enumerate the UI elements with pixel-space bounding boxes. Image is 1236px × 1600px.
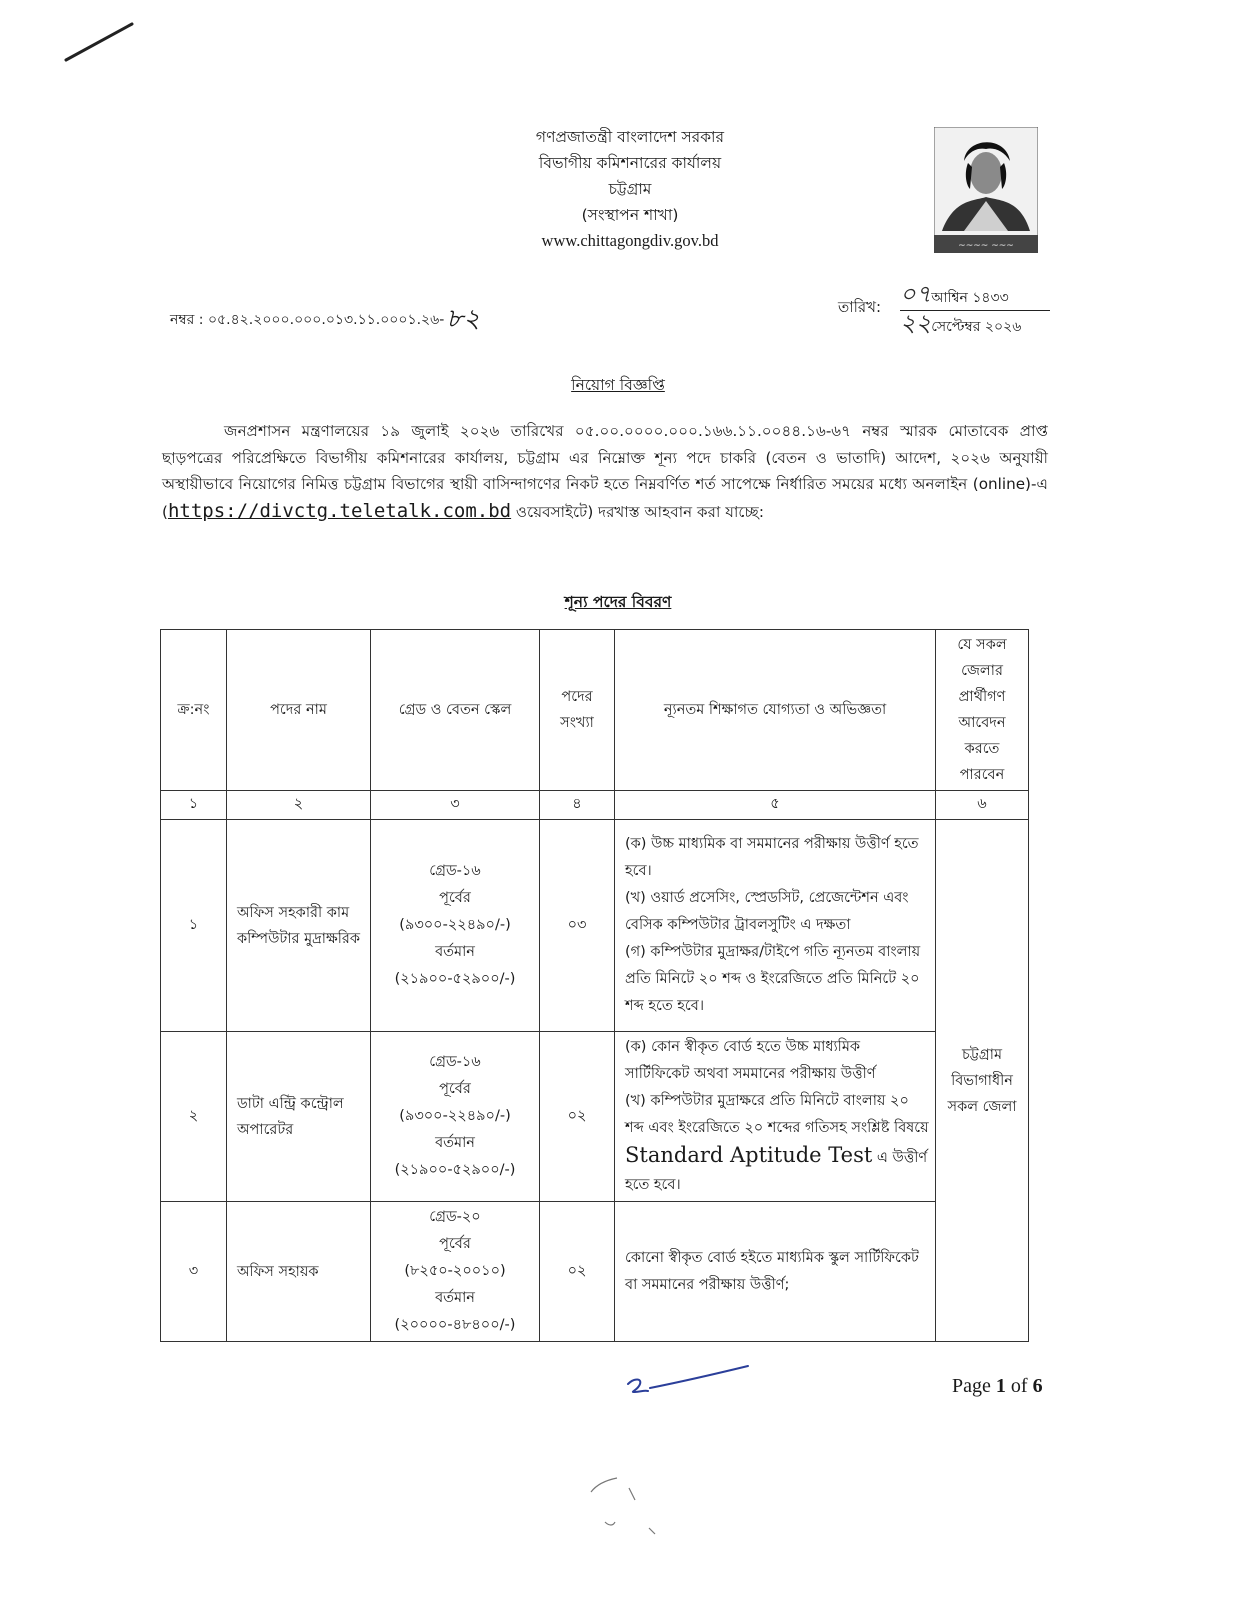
- row-qualification: [615, 1202, 936, 1342]
- date-label: তারিখ:: [838, 298, 882, 316]
- qualification-item: কোনো স্বীকৃত বোর্ড হইতে মাধ্যমিক স্কুল সার্টিফিকেট বা সমমানের পরীক্ষায় উত্তীর্ণ;: [625, 1249, 919, 1293]
- date-block: [900, 280, 1050, 338]
- header-post-name: পদের নাম: [227, 630, 371, 791]
- header-section: (সংস্থাপন শাখা): [581, 206, 679, 224]
- col-number: ১: [161, 791, 227, 820]
- memo-number-value: ০৫.৪২.২০০০.০০০.০১৩.১১.০০০১.২৬-: [207, 312, 445, 328]
- memo-label: নম্বর :: [170, 312, 204, 328]
- curr-label: বর্তমান: [435, 1290, 475, 1306]
- application-url-link[interactable]: https://divctg.teletalk.com.bd: [167, 499, 512, 522]
- total-pages: 6: [1032, 1375, 1043, 1397]
- page-number: Page 1 of 6: [952, 1375, 1043, 1397]
- row-serial: ১: [161, 820, 227, 1032]
- memo-number: [170, 298, 480, 342]
- portrait-image: [934, 127, 1038, 253]
- grade: গ্রেড-১৬: [429, 1054, 481, 1070]
- bangla-month-year: আশ্বিন ১৪৩৩: [931, 290, 1009, 306]
- col-number: ৬: [936, 791, 1029, 820]
- notice-title: নিয়োগ বিজ্ঞপ্তি: [571, 376, 665, 394]
- vacancy-table: [160, 629, 1029, 1342]
- qualification-item: (ক) কোন স্বীকৃত বোর্ড হতে উচ্চ মাধ্যমিক সার্টিফিকেট অথবা সমমানের পরীক্ষায় উত্তীর্ণ: [625, 1039, 876, 1082]
- grade: গ্রেড-২০: [429, 1209, 481, 1225]
- row-grade-scale: [371, 820, 540, 1032]
- row-grade-scale: [371, 1032, 540, 1202]
- prev-label: পূর্বের: [439, 1081, 471, 1097]
- col-number: ২: [227, 791, 371, 820]
- header-grade-scale: গ্রেড ও বেতন স্কেল: [371, 630, 540, 791]
- row-serial: ২: [161, 1032, 227, 1202]
- row-post-count: ০২: [540, 1032, 615, 1202]
- english-day-handwritten: ২২: [900, 309, 932, 337]
- grade: গ্রেড-১৬: [429, 863, 481, 879]
- qualification-item: (খ) ওয়ার্ড প্রসেসিং, স্প্রেডসিট, প্রেজেন্টেশন এবং বেসিক কম্পিউটার ট্রাবলসুটিং এ দক্ষতা: [625, 890, 909, 933]
- body-text-2: ওয়েবসাইটে) দরখাস্ত আহবান করা যাচ্ছে:: [511, 502, 764, 521]
- svg-text:~~~~ ~~~: ~~~~ ~~~: [958, 241, 1014, 251]
- curr-scale: (২১৯০০-৫২৯০০/-): [394, 1162, 516, 1178]
- header-website: www.chittagongdiv.gov.bd: [541, 231, 719, 250]
- row-qualification: [615, 1032, 936, 1202]
- col-number: ৪: [540, 791, 615, 820]
- row-grade-scale: [371, 1202, 540, 1342]
- header-post-count: পদের সংখ্যা: [540, 630, 615, 791]
- pen-stroke-mark: [60, 18, 140, 68]
- body-text-1: জনপ্রশাসন মন্ত্রণালয়ের ১৯ জুলাই ২০২৬ তারিখের ০৫.০০.০০০০.০০০.১৬৬.১১.০০৪৪.১৬-৬৭ নম্বর স্মারক মোতাবেক প্রাপ্ত ছাড়পত্রের পরিপ্রেক্ষিতে বিভাগীয় কমিশনারের কার্যালয়, চট্টগ্রাম এর নিম্নোক্ত শূন্য পদে চাকরি (বেতন ও ভাতাদি) আদেশ, ২০২৬ অনুযায়ী অস্থায়ীভাবে নিয়োগের নিমিত্ত চট্টগ্রাম বিভাগের স্থায়ী বাসিন্দাগণের নিকট হতে নিম্নবর্ণিত শর্ত সাপেক্ষে নির্ধারিত সময়ের মধ্যে অনলাইন (online)-এ (: [162, 422, 1048, 521]
- letterhead: [380, 124, 880, 254]
- header-government: গণপ্রজাতন্ত্রী বাংলাদেশ সরকার: [535, 128, 725, 146]
- notice-body: [162, 418, 1048, 525]
- header-office: বিভাগীয় কমিশনারের কার্যালয়: [538, 154, 722, 172]
- qualification-item: (ক) উচ্চ মাধ্যমিক বা সমমানের পরীক্ষায় উত্তীর্ণ হতে হবে।: [625, 836, 919, 879]
- col-number: ৫: [615, 791, 936, 820]
- table-title: শূন্য পদের বিবরণ: [564, 593, 672, 611]
- row-districts: চট্টগ্রাম বিভাগাধীন সকল জেলা: [936, 820, 1029, 1342]
- table-row: [161, 1032, 1029, 1202]
- curr-scale: (২১৯০০-৫২৯০০/-): [394, 971, 516, 987]
- column-number-row: [161, 791, 1029, 820]
- aptitude-test-name: Standard Aptitude Test: [625, 1143, 873, 1167]
- prev-label: পূর্বের: [439, 890, 471, 906]
- header-districts: যে সকল জেলার প্রার্থীগণ আবেদন করতে পারবেন: [936, 630, 1029, 791]
- header-city: চট্টগ্রাম: [608, 180, 652, 198]
- row-qualification: [615, 820, 936, 1032]
- qualification-item: (গ) কম্পিউটার মুদ্রাক্ষর/টাইপে গতি ন্যূনতম বাংলায় প্রতি মিনিটে ২০ শব্দ ও ইংরেজিতে প্রতি মিনিটে ২০ শব্দ হতে হবে।: [625, 944, 921, 1014]
- curr-label: বর্তমান: [435, 944, 475, 960]
- curr-label: বর্তমান: [435, 1135, 475, 1151]
- english-month-year: সেপ্টেম্বর ২০২৬: [931, 319, 1022, 335]
- header-serial: ক্র:নং: [161, 630, 227, 791]
- current-page: 1: [995, 1375, 1006, 1397]
- row-post-count: ০৩: [540, 820, 615, 1032]
- table-row: [161, 820, 1029, 1032]
- row-serial: ৩: [161, 1202, 227, 1342]
- prev-label: পূর্বের: [439, 1236, 471, 1252]
- qualification-item: (খ) কম্পিউটার মুদ্রাক্ষরে প্রতি মিনিটে বাংলায় ২০ শব্দ এবং ইংরেজিতে ২০ শব্দের গতিসহ সংশ্লিষ্ট বিষয়ে Standard Aptitude Test এ উত্তীর্ণ হতে হবে।: [625, 1093, 929, 1193]
- faint-marks: [585, 1470, 675, 1540]
- row-post-name: অফিস সহকারী কাম কম্পিউটার মুদ্রাক্ষরিক: [227, 820, 371, 1032]
- table-row: [161, 1202, 1029, 1342]
- header-qualification: ন্যূনতম শিক্ষাগত যোগ্যতা ও অভিজ্ঞতা: [615, 630, 936, 791]
- row-post-name: ডাটা এন্ট্রি কন্ট্রোল অপারেটর: [227, 1032, 371, 1202]
- prev-scale: (৯৩০০-২২৪৯০/-): [399, 1108, 511, 1124]
- prev-scale: (৮২৫০-২০০১০): [404, 1263, 506, 1279]
- memo-handwritten-number: ৮২: [446, 304, 481, 334]
- prev-scale: (৯৩০০-২২৪৯০/-): [399, 917, 511, 933]
- curr-scale: (২০০০০-৪৮৪০০/-): [394, 1317, 516, 1333]
- row-post-name: অফিস সহায়ক: [227, 1202, 371, 1342]
- bangla-day-handwritten: ০৭: [900, 280, 932, 308]
- col-number: ৩: [371, 791, 540, 820]
- row-post-count: ০২: [540, 1202, 615, 1342]
- table-header-row: [161, 630, 1029, 791]
- signature-initial: [620, 1362, 760, 1402]
